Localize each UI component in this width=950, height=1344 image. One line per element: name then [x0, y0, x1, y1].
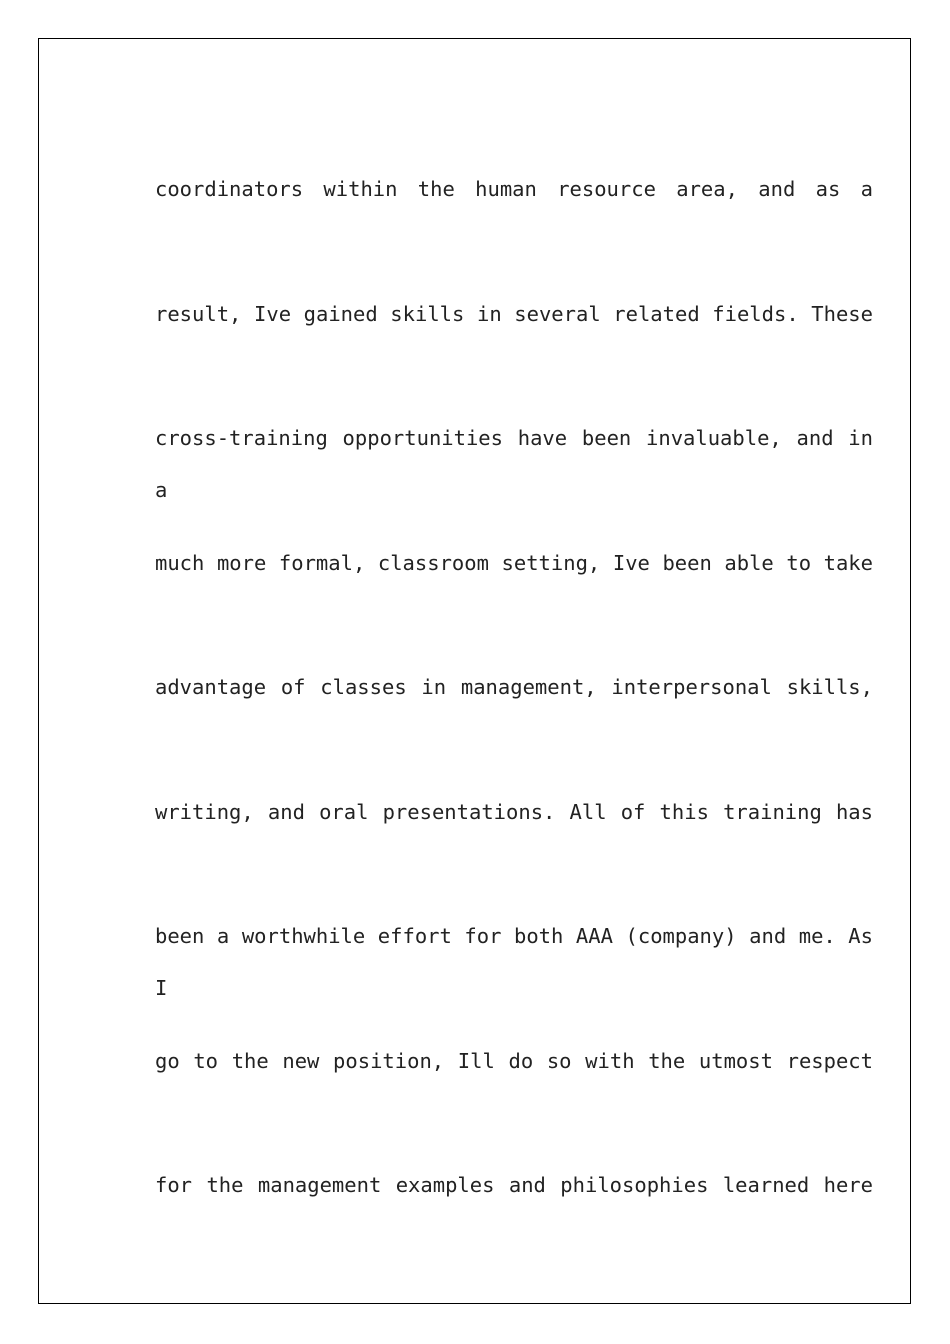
text-line: cross-training opportunities have been invaluable, and in a [155, 426, 873, 502]
text-line: result, Ive gained skills in several related fields. These [155, 301, 873, 326]
text-line: much more formal, classroom setting, Ive been able to take [155, 550, 873, 575]
text-line: advantage of classes in management, interpersonal skills, [155, 675, 873, 699]
document-page [38, 38, 911, 1304]
text-line: coordinators within the human resource area, and as a [155, 177, 873, 201]
text-line: been a worthwhile effort for both AAA (company) and me. As I [155, 924, 873, 1000]
text-line: writing, and oral presentations. All of this training has [155, 799, 873, 824]
text-line: go to the new position, Ill do so with the utmost respect [155, 1048, 873, 1073]
body-text [155, 163, 873, 1284]
text-line: for the management examples and philosophies learned here [155, 1173, 873, 1197]
